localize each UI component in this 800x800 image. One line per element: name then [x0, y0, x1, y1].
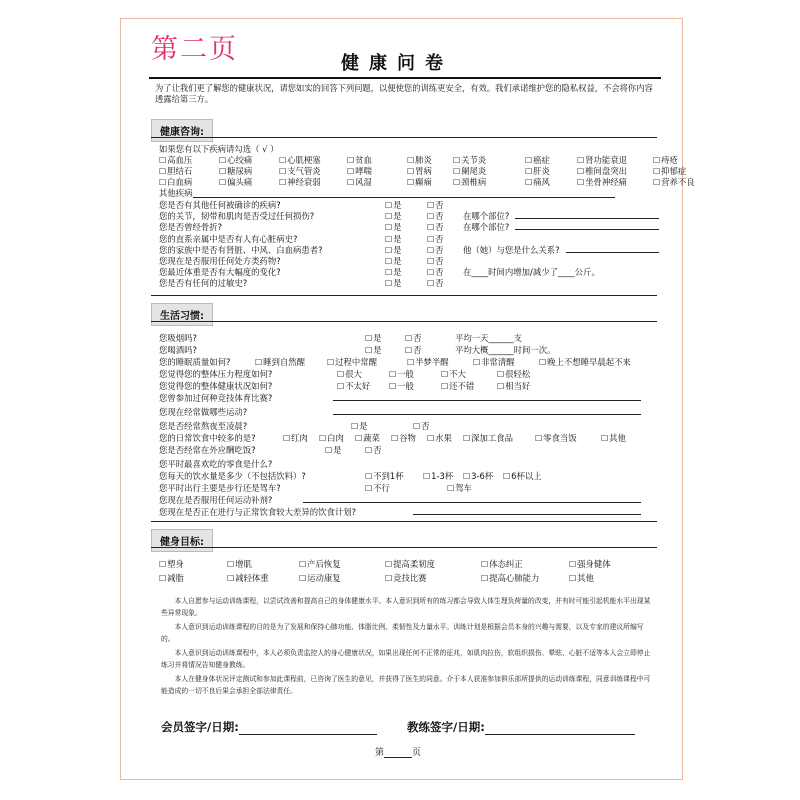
health-no-checkbox[interactable]: ☐ 否 — [427, 222, 444, 233]
option-checkbox[interactable]: ☐ 红肉 — [283, 433, 308, 444]
disease-prompt: 如果您有以下疾病请勾选（ √ ） — [159, 144, 279, 154]
health-question: 您的直系亲属中是否有人有心脏病史? — [159, 233, 298, 244]
snack-question: 您平时最喜欢吃的零食是什么? — [159, 459, 273, 469]
drink-frequency: 平均大概______时间一次。 — [455, 345, 556, 355]
goals-section-divider — [151, 547, 657, 548]
drink-question: 您喝酒吗? — [159, 345, 197, 355]
statement-paragraph: 本人自愿参与运动训练课程，以尝试改善和提高自己的身体健康水平。本人意识到所有的练习都会导致人体生理负荷量的改变，并有时可能引起机能水平出现某些异常现象。 — [161, 597, 651, 617]
goal-checkbox[interactable]: ☐ 强身健体 — [569, 559, 611, 570]
health-followup-field[interactable] — [515, 211, 659, 219]
disease-checkbox[interactable]: ☐ 白血病 — [159, 177, 192, 188]
health-yes-checkbox[interactable]: ☐ 是 — [385, 234, 402, 245]
option-checkbox[interactable]: ☐ 不行 — [365, 483, 390, 494]
goals-section-header: 健身目标: — [151, 529, 213, 552]
coach-signature-label: 教练签字/日期: — [407, 720, 485, 734]
life-section-divider — [151, 321, 657, 322]
disease-checkbox[interactable]: ☐ 抑郁症 — [653, 166, 686, 177]
goal-checkbox[interactable]: ☐ 产后恢复 — [299, 559, 341, 570]
coach-signature-field[interactable] — [485, 723, 635, 735]
goal-checkbox[interactable]: ☐ 提高柔韧度 — [385, 559, 435, 570]
option-checkbox[interactable]: ☐ 相当好 — [497, 381, 530, 392]
disease-checkbox[interactable]: ☐ 贫血 — [347, 155, 372, 166]
goal-checkbox[interactable]: ☐ 运动康复 — [299, 573, 341, 584]
disease-checkbox[interactable]: ☐ 胆结石 — [159, 166, 192, 177]
walk-question: 您平时出行主要是步行还是驾车? — [159, 483, 281, 493]
late-question: 您是否经常熬夜至凌晨? — [159, 421, 248, 431]
goal-checkbox[interactable]: ☐ 竞技比赛 — [385, 573, 427, 584]
health-followup-field[interactable] — [566, 245, 659, 253]
disease-checkbox[interactable]: ☐ 坐骨神经痛 — [577, 177, 627, 188]
health-no-checkbox[interactable]: ☐ 否 — [427, 245, 444, 256]
disease-checkbox[interactable]: ☐ 心绞痛 — [219, 155, 252, 166]
goal-checkbox[interactable]: ☐ 增肌 — [227, 559, 252, 570]
health-no-checkbox[interactable]: ☐ 否 — [427, 211, 444, 222]
option-checkbox[interactable]: ☐ 谷物 — [391, 433, 416, 444]
health-no-checkbox[interactable]: ☐ 否 — [427, 234, 444, 245]
option-checkbox[interactable]: ☐ 晚上不想睡早晨起不来 — [539, 357, 631, 368]
status-question: 您觉得您的整体健康状况如何? — [159, 381, 273, 391]
disease-checkbox[interactable]: ☐ 偏头痛 — [219, 177, 252, 188]
disease-checkbox[interactable]: ☐ 哮喘 — [347, 166, 372, 177]
compete-row — [159, 393, 272, 403]
option-checkbox[interactable]: ☐ 3-6杯 — [463, 471, 493, 482]
health-yes-checkbox[interactable]: ☐ 是 — [385, 278, 402, 289]
drink-yes-checkbox[interactable]: ☐ 是 — [365, 345, 382, 356]
option-checkbox[interactable]: ☐ 不太好 — [337, 381, 370, 392]
page-tag: 第二页 — [151, 34, 238, 65]
disease-checkbox[interactable]: ☐ 关节炎 — [453, 155, 486, 166]
smoke-yes-checkbox[interactable]: ☐ 是 — [365, 333, 382, 344]
option-checkbox[interactable]: ☐ 蔬菜 — [355, 433, 380, 444]
goal-checkbox[interactable]: ☐ 体态纠正 — [481, 559, 523, 570]
option-checkbox[interactable]: ☐ 6杯以上 — [503, 471, 542, 482]
health-section-header: 健康咨询: — [151, 119, 213, 142]
member-signature-field[interactable] — [239, 723, 377, 735]
coach-signature-row — [407, 719, 635, 735]
disease-checkbox[interactable]: ☐ 椎间盘突出 — [577, 166, 627, 177]
option-checkbox[interactable]: ☐ 零食当饭 — [535, 433, 577, 444]
disease-checkbox[interactable]: ☐ 营养不良 — [653, 177, 695, 188]
option-checkbox[interactable]: ☐ 很大 — [337, 369, 362, 380]
option-checkbox[interactable]: ☐ 过程中常醒 — [327, 357, 377, 368]
supplement-field[interactable] — [303, 495, 641, 503]
option-checkbox[interactable]: ☐ 一般 — [389, 381, 414, 392]
stress-question: 您觉得您的整体压力程度如何? — [159, 369, 273, 379]
option-checkbox[interactable]: ☐ 不大 — [441, 369, 466, 380]
health-question: 您现在是否服用任何处方类药物? — [159, 256, 281, 266]
member-signature-label: 会员签字/日期: — [161, 720, 239, 734]
water-question: 您每天的饮水量是多少（不包括饮料）? — [159, 471, 306, 481]
option-checkbox[interactable]: ☐ 一般 — [389, 369, 414, 380]
health-question: 您是否有其他任何被确诊的疾病? — [159, 200, 281, 210]
option-checkbox[interactable]: ☐ 深加工食品 — [463, 433, 513, 444]
health-question: 您的家族中是否有肾脏、中风、白血病患者? — [159, 244, 323, 255]
health-question: 您是否有任何的过敏史? — [159, 278, 248, 289]
smoke-question: 您吸烟吗? — [159, 333, 197, 343]
eatout-no-checkbox[interactable]: ☐ 否 — [365, 445, 382, 456]
goal-checkbox[interactable]: ☐ 减脂 — [159, 573, 184, 584]
health-followup: 在哪个部位? — [463, 222, 510, 233]
life-section-header: 生活习惯: — [151, 303, 213, 326]
diet-plan-field[interactable] — [413, 507, 641, 515]
option-checkbox[interactable]: ☐ 非常清醒 — [473, 357, 515, 368]
option-checkbox[interactable]: ☐ 很轻松 — [497, 369, 530, 380]
supplement-question: 您现在是否服用任何运动补剂? — [159, 495, 273, 505]
option-checkbox[interactable]: ☐ 还不错 — [441, 381, 474, 392]
health-followup: 他（她）与您是什么关系? — [463, 244, 560, 255]
disease-checkbox[interactable]: ☐ 痛风 — [525, 177, 550, 188]
sport-field[interactable] — [333, 407, 641, 415]
option-checkbox[interactable]: ☐ 不到1杯 — [365, 471, 404, 482]
health-yes-checkbox[interactable]: ☐ 是 — [385, 267, 402, 278]
option-checkbox[interactable]: ☐ 1-3杯 — [423, 471, 453, 482]
health-followup-field[interactable] — [515, 222, 659, 230]
goal-checkbox[interactable]: ☐ 塑身 — [159, 559, 184, 570]
goal-checkbox[interactable]: ☐ 减轻体重 — [227, 573, 269, 584]
health-yes-checkbox[interactable]: ☐ 是 — [385, 200, 402, 211]
disease-checkbox[interactable]: ☐ 神经衰弱 — [279, 177, 321, 188]
health-followup: 在____时间内增加/减少了____公斤。 — [463, 267, 600, 278]
option-checkbox[interactable]: ☐ 半梦半醒 — [407, 357, 449, 368]
disease-checkbox[interactable]: ☐ 癫痫 — [407, 177, 432, 188]
statement-paragraph: 本人在健身体状况评定测试和参加此课程前，已咨询了医生的意见，并获得了医生的同意。介于本人获准参加俱乐部所提供的运动训练课程，同意训练课程中可能造成的一切不良后果会承担全部法律责任。 — [161, 675, 651, 695]
other-disease-label: 其他疾病 — [159, 188, 193, 198]
option-checkbox[interactable]: ☐ 驾车 — [447, 483, 472, 494]
health-question: 您是否曾经骨折? — [159, 222, 223, 233]
health-no-checkbox[interactable]: ☐ 否 — [427, 267, 444, 278]
page-number — [375, 745, 421, 758]
health-no-checkbox[interactable]: ☐ 否 — [427, 256, 444, 267]
option-checkbox[interactable]: ☐ 水果 — [427, 433, 452, 444]
disease-checkbox[interactable]: ☐ 肾功能衰退 — [577, 155, 627, 166]
health-yes-checkbox[interactable]: ☐ 是 — [385, 256, 402, 267]
health-end-divider — [151, 295, 657, 296]
late-yes-checkbox[interactable]: ☐ 是 — [351, 421, 368, 432]
option-checkbox[interactable]: ☐ 其他 — [601, 433, 626, 444]
disease-checkbox[interactable]: ☐ 颈椎病 — [453, 177, 486, 188]
compete-field[interactable] — [333, 393, 641, 401]
option-checkbox[interactable]: ☐ 睡到自然醒 — [255, 357, 305, 368]
smoke-no-checkbox[interactable]: ☐ 否 — [405, 333, 422, 344]
page-number-suffix: 页 — [412, 748, 422, 758]
disease-checkbox[interactable]: ☐ 支气管炎 — [279, 166, 321, 177]
disease-checkbox[interactable]: ☐ 阑尾炎 — [453, 166, 486, 177]
smoke-amount: 平均一天______支 — [455, 333, 522, 343]
disease-checkbox[interactable]: ☐ 糖尿病 — [219, 166, 252, 177]
life-end-divider — [151, 521, 657, 522]
member-signature-row — [161, 719, 377, 735]
disease-checkbox[interactable]: ☐ 肝炎 — [525, 166, 550, 177]
disease-checkbox[interactable]: ☐ 风湿 — [347, 177, 372, 188]
health-question: 您最近体重是否有大幅度的变化? — [159, 267, 281, 278]
diet-question: 您的日常饮食中较多的是? — [159, 433, 256, 443]
sleep-question: 您的睡眠质量如何? — [159, 357, 231, 367]
health-yes-checkbox[interactable]: ☐ 是 — [385, 211, 402, 222]
sport-question: 您现在经常做哪些运动? — [159, 407, 248, 417]
diet-plan-question: 您现在是否正在进行与正常饮食较大差异的饮食计划? — [159, 507, 357, 517]
late-no-checkbox[interactable]: ☐ 否 — [413, 421, 430, 432]
health-no-checkbox[interactable]: ☐ 否 — [427, 200, 444, 211]
statement-paragraph: 本人意识到运动训练课程的目的是为了发展和保持心肺功能、体脂比例、柔韧性及力量水平。训练计划是根据会员本身的兴趣与需要，以及专家的建议所编写的。 — [161, 623, 644, 643]
other-disease-row — [159, 188, 615, 198]
title-divider — [149, 77, 661, 79]
disease-checkbox[interactable]: ☐ 痔疮 — [653, 155, 678, 166]
disease-checkbox[interactable]: ☐ 高血压 — [159, 155, 192, 166]
health-followup: 在哪个部位? — [463, 211, 510, 222]
option-checkbox[interactable]: ☐ 白肉 — [319, 433, 344, 444]
statement-paragraph: 本人意识到运动训练课程中，本人必须负责监控人的身心健康状况，如果出现任何不正常的征兆，如肌肉拉伤，软组织损伤、晕眩、心脏不适等本人会立即停止练习并将情况告知健身教练。 — [161, 649, 651, 669]
health-no-checkbox[interactable]: ☐ 否 — [427, 278, 444, 289]
disease-checkbox[interactable]: ☐ 心肌梗塞 — [279, 155, 321, 166]
page-number-prefix: 第 — [375, 748, 385, 758]
drink-no-checkbox[interactable]: ☐ 否 — [405, 345, 422, 356]
goal-checkbox[interactable]: ☐ 提高心肺能力 — [481, 573, 539, 584]
health-section-divider — [151, 137, 657, 138]
disease-checkbox[interactable]: ☐ 肺炎 — [407, 155, 432, 166]
eatout-yes-checkbox[interactable]: ☐ 是 — [325, 445, 342, 456]
questionnaire-page — [120, 18, 695, 780]
health-question: 您的关节，韧带和肌肉是否受过任何损伤? — [159, 211, 315, 222]
disease-checkbox[interactable]: ☐ 胃病 — [407, 166, 432, 177]
health-yes-checkbox[interactable]: ☐ 是 — [385, 222, 402, 233]
goal-checkbox[interactable]: ☐ 其他 — [569, 573, 594, 584]
page-title: 健康问卷 — [341, 53, 453, 74]
other-disease-field[interactable] — [193, 190, 615, 198]
compete-question: 您曾参加过何种竞技体育比赛? — [159, 393, 273, 403]
disease-checkbox[interactable]: ☐ 癌症 — [525, 155, 550, 166]
page-number-field[interactable] — [384, 749, 412, 758]
health-yes-checkbox[interactable]: ☐ 是 — [385, 245, 402, 256]
intro-text: 为了让我们更了解您的健康状况，请您如实的回答下列问题，以便使您的训练更安全，有效。我们承诺维护您的隐私权益，不会将你内容透露给第三方。 — [155, 83, 653, 104]
eatout-question: 您是否经常在外应酬吃饭? — [159, 445, 256, 455]
